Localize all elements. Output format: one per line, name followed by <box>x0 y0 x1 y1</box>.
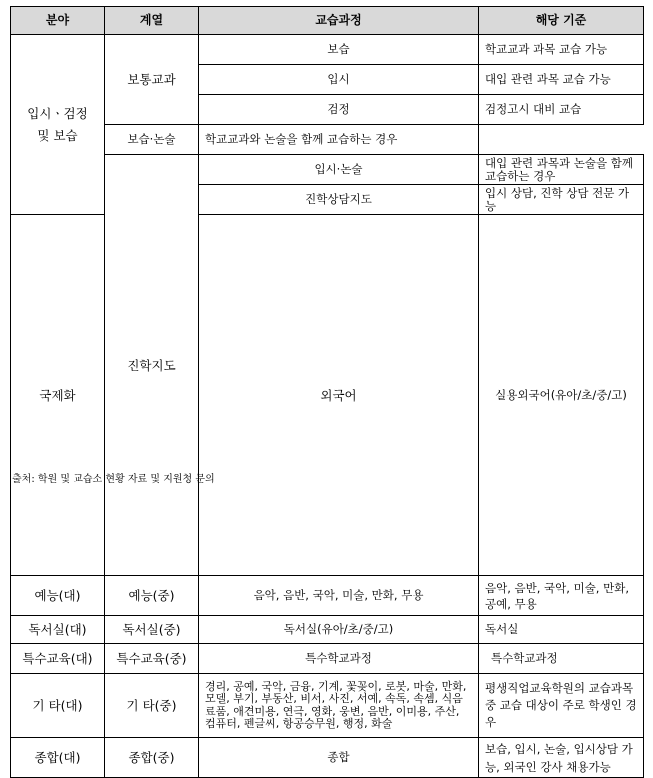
table-row <box>11 125 644 155</box>
field-cell: 국제화 <box>11 215 105 576</box>
series-cell: 외국어 <box>199 215 479 576</box>
table-row <box>11 738 644 778</box>
criteria-cell: 입시 상담, 진학 상담 전문 가능 <box>479 185 644 215</box>
series-advising: 진학지도 <box>105 155 199 576</box>
series-cell: 기 타(중) <box>105 674 199 738</box>
header-series: 계열 <box>105 7 199 35</box>
criteria-cell: 특수학교과정 <box>479 644 644 674</box>
course-cell: 음악, 음반, 국악, 미술, 만화, 무용 <box>199 576 479 616</box>
header-field: 분야 <box>11 7 105 35</box>
table-row <box>11 35 644 65</box>
field-cell: 특수교육(대) <box>11 644 105 674</box>
course-cell: 보습·논술 <box>105 125 199 155</box>
field-cell: 독서실(대) <box>11 616 105 644</box>
criteria-cell: 음악, 음반, 국악, 미술, 만화, 공예, 무용 <box>479 576 644 616</box>
course-cell: 종합 <box>199 738 479 778</box>
table-row <box>11 644 644 674</box>
field-cell: 기 타(대) <box>11 674 105 738</box>
header-course: 교습과정 <box>199 7 479 35</box>
criteria-cell: 검정고시 대비 교습 <box>479 95 644 125</box>
criteria-cell: 평생직업교육학원의 교습과목 중 교습 대상이 주로 학생인 경우 <box>479 674 644 738</box>
course-cell: 특수학교과정 <box>199 644 479 674</box>
series-cell: 예능(중) <box>105 576 199 616</box>
criteria-cell: 학교교과 과목 교습 가능 <box>479 35 644 65</box>
course-cell: 독서실(유아/초/중/고) <box>199 616 479 644</box>
criteria-cell: 독서실 <box>479 616 644 644</box>
series-general: 보통교과 <box>105 35 199 125</box>
series-cell: 독서실(중) <box>105 616 199 644</box>
series-cell: 종합(중) <box>105 738 199 778</box>
table-row <box>11 616 644 644</box>
series-cell: 특수교육(중) <box>105 644 199 674</box>
course-cell: 입시 <box>199 65 479 95</box>
course-cell: 경리, 공예, 국악, 금융, 기계, 꽃꽂이, 로봇, 마술, 만화, 모델, 부기, 부동산, 비서, 사진, 서예, 속독, 속셈, 식음료품, 애견미용, 연극, 영화, 웅변, 음반, 이미용, 주산, 컴퓨터, 펜글씨, 항공승무원, 행정, 화술 <box>199 674 479 738</box>
criteria-cell: 대입 관련 과목과 논술을 함께 교습하는 경우 <box>479 155 644 185</box>
course-cell: 실용외국어(유아/초/중/고) <box>479 215 644 576</box>
criteria-cell: 대입 관련 과목 교습 가능 <box>479 65 644 95</box>
table-row <box>11 576 644 616</box>
academy-classification-table <box>10 6 644 778</box>
field-admission: 입시ㆍ검정 및 보습 <box>11 35 105 215</box>
course-cell: 입시·논술 <box>199 155 479 185</box>
criteria-cell: 보습, 입시, 논술, 입시상담 가능, 외국인 강사 채용가능 <box>479 738 644 778</box>
field-cell: 예능(대) <box>11 576 105 616</box>
course-cell: 진학상담지도 <box>199 185 479 215</box>
course-cell: 검정 <box>199 95 479 125</box>
course-cell: 보습 <box>199 35 479 65</box>
field-cell: 종합(대) <box>11 738 105 778</box>
table-row <box>11 155 644 185</box>
header-row <box>11 7 644 35</box>
source-note: 출처: 학원 및 교습소 현황 자료 및 지원청 문의 <box>12 474 215 485</box>
header-criteria: 해당 기준 <box>479 7 644 35</box>
criteria-cell: 학교교과와 논술을 함께 교습하는 경우 <box>199 125 479 155</box>
table-row <box>11 674 644 738</box>
